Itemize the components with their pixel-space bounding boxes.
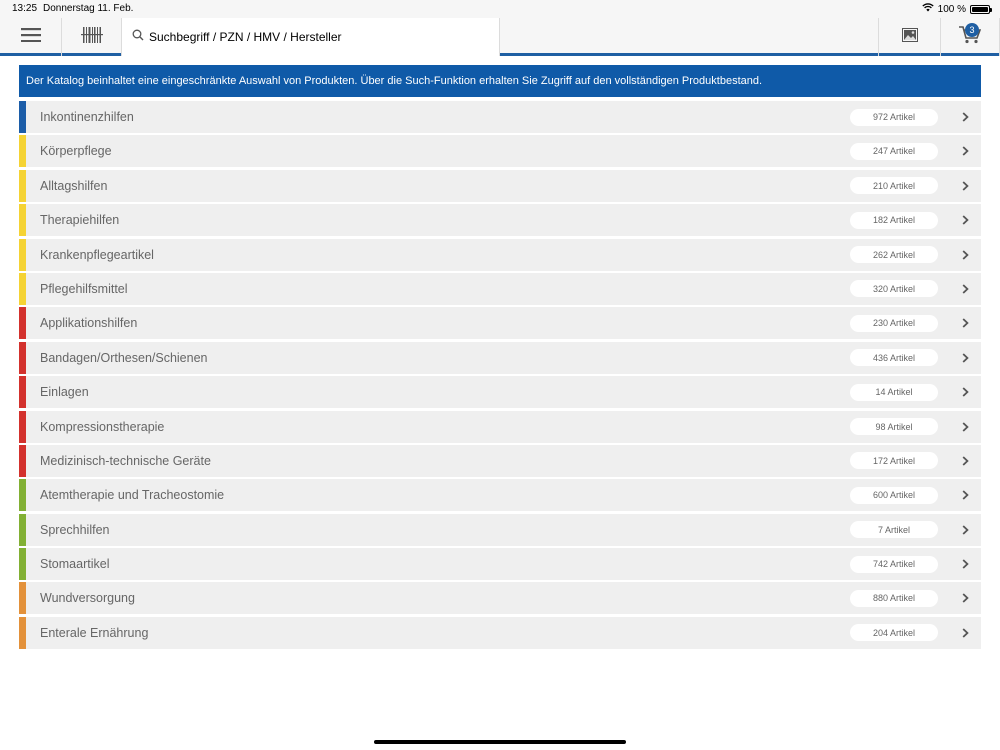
image-icon (902, 28, 918, 47)
category-row[interactable] (19, 479, 981, 511)
category-count-badge: 172 Artikel (850, 452, 938, 469)
chevron-right-icon (955, 284, 975, 294)
search-icon (132, 28, 144, 46)
category-label: Kompressionstherapie (40, 419, 165, 434)
category-count-badge: 742 Artikel (850, 556, 938, 573)
category-row[interactable] (19, 101, 981, 133)
category-label: Wundversorgung (40, 591, 135, 606)
category-color-bar (19, 307, 26, 339)
toolbar-spacer (500, 18, 879, 56)
category-label: Alltagshilfen (40, 178, 108, 193)
chevron-right-icon (955, 215, 975, 225)
toolbar (0, 18, 1000, 56)
category-count-badge: 7 Artikel (850, 521, 938, 538)
chevron-right-icon (955, 250, 975, 260)
category-color-bar (19, 582, 26, 614)
category-color-bar (19, 135, 26, 167)
category-label: Enterale Ernährung (40, 625, 149, 640)
category-count-badge: 262 Artikel (850, 246, 938, 263)
category-label: Sprechhilfen (40, 522, 110, 537)
chevron-right-icon (955, 456, 975, 466)
menu-button[interactable] (0, 18, 62, 56)
category-color-bar (19, 479, 26, 511)
category-count-badge: 204 Artikel (850, 624, 938, 641)
barcode-scan-button[interactable] (62, 18, 122, 56)
status-time: 13:25 (12, 3, 38, 14)
category-count-badge: 230 Artikel (850, 315, 938, 332)
category-color-bar (19, 411, 26, 443)
category-count-badge: 98 Artikel (850, 418, 938, 435)
chevron-right-icon (955, 490, 975, 500)
category-label: Körperpflege (40, 144, 112, 159)
category-color-bar (19, 170, 26, 202)
category-row[interactable] (19, 170, 981, 202)
category-label: Einlagen (40, 385, 89, 400)
category-color-bar (19, 445, 26, 477)
category-row[interactable] (19, 135, 981, 167)
category-label: Pflegehilfsmittel (40, 281, 128, 296)
category-label: Applikationshilfen (40, 316, 138, 331)
category-count-badge: 972 Artikel (850, 109, 938, 126)
chevron-right-icon (955, 525, 975, 535)
category-color-bar (19, 514, 26, 546)
chevron-right-icon (955, 559, 975, 569)
image-view-button[interactable] (879, 18, 941, 56)
category-label: Krankenpflegeartikel (40, 247, 154, 262)
category-count-badge: 600 Artikel (850, 487, 938, 504)
barcode-icon (81, 27, 103, 48)
hamburger-icon (21, 28, 41, 47)
cart-count-badge: 3 (965, 23, 979, 37)
home-indicator[interactable] (374, 740, 626, 744)
chevron-right-icon (955, 112, 975, 122)
category-label: Therapiehilfen (40, 213, 120, 228)
category-color-bar (19, 239, 26, 271)
category-label: Bandagen/Orthesen/Schienen (40, 350, 208, 365)
category-label: Medizinisch-technische Geräte (40, 453, 211, 468)
chevron-right-icon (955, 318, 975, 328)
category-count-badge: 14 Artikel (850, 384, 938, 401)
category-count-badge: 210 Artikel (850, 177, 938, 194)
category-color-bar (19, 204, 26, 236)
category-label: Atemtherapie und Tracheostomie (40, 488, 225, 503)
chevron-right-icon (955, 628, 975, 638)
category-label: Inkontinenzhilfen (40, 110, 134, 124)
category-row[interactable] (19, 376, 981, 408)
search-input[interactable] (122, 18, 500, 56)
category-row[interactable] (19, 548, 981, 580)
category-color-bar (19, 342, 26, 374)
status-right (922, 3, 990, 15)
battery-percent: 100 % (937, 3, 966, 15)
chevron-right-icon (955, 593, 975, 603)
category-row[interactable] (19, 307, 981, 339)
category-row[interactable] (19, 273, 981, 305)
category-row[interactable] (19, 411, 981, 443)
chevron-right-icon (955, 422, 975, 432)
category-color-bar (19, 617, 26, 649)
category-color-bar (19, 548, 26, 580)
category-color-bar (19, 376, 26, 408)
cart-button[interactable] (941, 18, 1000, 56)
wifi-icon (922, 3, 934, 15)
category-row[interactable] (19, 514, 981, 546)
chevron-right-icon (955, 181, 975, 191)
search-placeholder: Suchbegriff / PZN / HMV / Hersteller (149, 30, 342, 44)
category-row[interactable] (19, 204, 981, 236)
catalog-notice-text: Der Katalog beinhaltet eine eingeschränkte Auswahl von Produkten. Über die Such-Funktion erhalten Sie Zugriff auf den vollständigen Produktbestand. (26, 75, 763, 87)
category-color-bar (19, 273, 26, 305)
category-color-bar (19, 101, 26, 133)
category-count-badge: 247 Artikel (850, 143, 938, 160)
chevron-right-icon (955, 387, 975, 397)
catalog-notice (19, 65, 981, 97)
category-count-badge: 880 Artikel (850, 590, 938, 607)
category-list (19, 101, 981, 651)
category-row[interactable] (19, 239, 981, 271)
category-count-badge: 182 Artikel (850, 212, 938, 229)
category-count-badge: 320 Artikel (850, 280, 938, 297)
chevron-right-icon (955, 146, 975, 156)
battery-icon (970, 5, 990, 14)
category-row[interactable] (19, 445, 981, 477)
category-row[interactable] (19, 617, 981, 649)
chevron-right-icon (955, 353, 975, 363)
category-row[interactable] (19, 582, 981, 614)
status-date: Donnerstag 11. Feb. (43, 3, 134, 14)
category-count-badge: 436 Artikel (850, 349, 938, 366)
category-row[interactable] (19, 342, 981, 374)
category-label: Stomaartikel (40, 557, 110, 572)
status-bar (0, 0, 1000, 18)
